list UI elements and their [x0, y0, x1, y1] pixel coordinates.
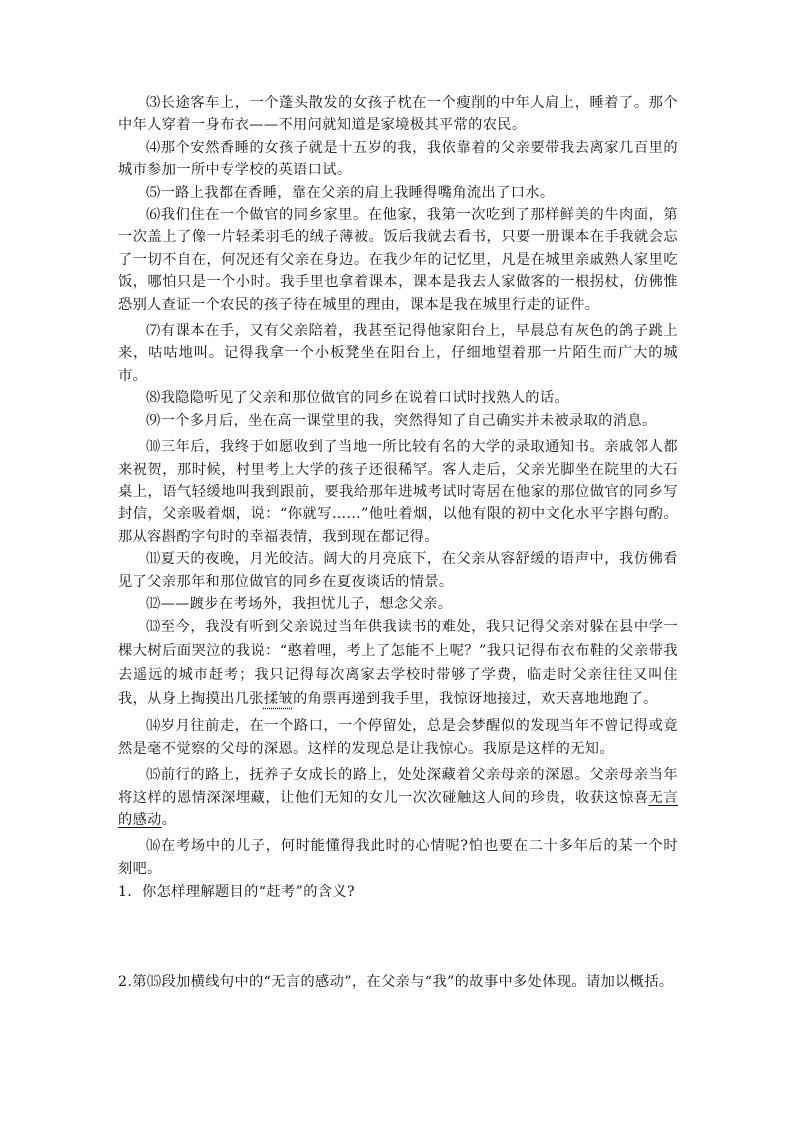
paragraph-7: ⑺有课本在手，又有父亲陪着，我甚至记得他家阳台上，早晨总有灰色的鸽子跳上来，咕咕地叫。记得我拿一个小板凳坐在阳台上，仔细地望着那一片陌生而广大的城市。 [118, 323, 678, 384]
question-1: 1．你怎样理解题目的“赶考”的含义? [118, 884, 355, 901]
paragraph-13-text-a: ⒀至今，我没有听到父亲说过当年供我读书的难处，我只记得父亲对躲在县中学一棵大树后面哭泣的我说：“憨着哩，考上了怎能不上呢？”我只记得布衣布鞋的父亲带我去遥远的城市赶考；我只记得每次离家去学校时带够了学费，临走时父亲往往又叫住我，从身上掏摸出几张 [118, 619, 678, 708]
paragraph-12: ⑿——踱步在考场外，我担忧儿子，想念父亲。 [146, 595, 453, 612]
paragraph-8: ⑻我隐隐听见了父亲和那位做官的同乡在说着口试时找熟人的话。 [146, 390, 570, 407]
paragraph-15-text-a: ⒂前行的路上，抚养子女成长的路上，处处深藏着父亲母亲的深恩。父亲母亲当年将这样的恩情深深埋藏，让他们无知的女儿一次次碰触这人间的珍贵，收获这惊喜 [118, 767, 678, 806]
dotted-emphasis-word: 揉皱 [263, 691, 294, 708]
paragraph-5: ⑸一路上我都在香睡，靠在父亲的肩上我睡得嘴角流出了口水。 [146, 184, 555, 201]
underlined-phrase: 无言的感动 [118, 789, 678, 828]
paragraph-15-text-c: 。 [161, 811, 177, 828]
paragraph-10: ⑽三年后，我终于如愿收到了当地一所比较有名的大学的录取通知书。亲戚邻人都来祝贺，那时候，村里考上大学的孩子还很稀罕。客人走后，父亲光脚坐在院里的大石桌上，语气轻缓地叫我到跟前，要我给那年进城考试时寄居在他家的那位做官的同乡写封信，父亲吸着烟，说：“你就写……”他吐着烟，以他有限的初中文化水平字斟句酌。那从容斟酌字句时的幸福表情，我到现在都记得。 [118, 439, 678, 545]
paragraph-15 [118, 764, 678, 831]
paragraph-11: ⑾夏天的夜晚，月光皎洁。阔大的月亮底下，在父亲从容舒缓的语声中，我仿佛看见了父亲那年和那位做官的同乡在夏夜谈话的情景。 [118, 551, 678, 590]
paragraph-4: ⑷那个安然香睡的女孩子就是十五岁的我，我依靠着的父亲要带我去离家几百里的城市参加一所中专学校的英语口试。 [118, 139, 678, 179]
answer-space-1[interactable] [118, 904, 678, 970]
paragraph-16: ⒃在考场中的儿子，何时能懂得我此时的心情呢?怕也要在二十多年后的某一个时刻吧。 [118, 838, 678, 877]
document-page [118, 92, 678, 994]
paragraph-3: ⑶长途客车上，一个蓬头散发的女孩子枕在一个瘦削的中年人肩上，睡着了。那个中年人穿着一身布衣——不用问就知道是家境极其平常的农民。 [118, 95, 678, 134]
paragraph-13 [118, 615, 678, 711]
paragraph-13-text-c: 的角票再递到我手里，我惊讶地接过，欢天喜地地跑了。 [293, 691, 658, 708]
paragraph-9: ⑼一个多月后，坐在高一课堂里的我，突然得知了自己确实并未被录取的消息。 [146, 412, 657, 429]
paragraph-6: ⑹我们住在一个做官的同乡家里。在他家，我第一次吃到了那样鲜美的牛肉面，第一次盖上了像一片轻柔羽毛的绒子薄被。饭后我就去看书，只要一册课本在手我就会忘了一切不自在，何况还有父亲在身边。在我少年的记忆里，凡是在城里亲戚熟人家里吃饭，哪怕只是一个小时。我手里也拿着课本，课本是我去人家做客的一根拐杖，仿佛惟恐别人查证一个农民的孩子待在城里的理由，课本是我在城里行走的证件。 [118, 207, 678, 313]
question-2: 2.第⒂段加横线句中的“无言的感动”，在父亲与“我”的故事中多处体现。请加以概括。 [118, 974, 674, 991]
paragraph-14: ⒁岁月往前走，在一个路口，一个停留处，总是会梦醒似的发现当年不曾记得或竟然是毫不觉察的父母的深恩。这样的发现总是让我惊心。我原是这样的无知。 [118, 718, 678, 757]
